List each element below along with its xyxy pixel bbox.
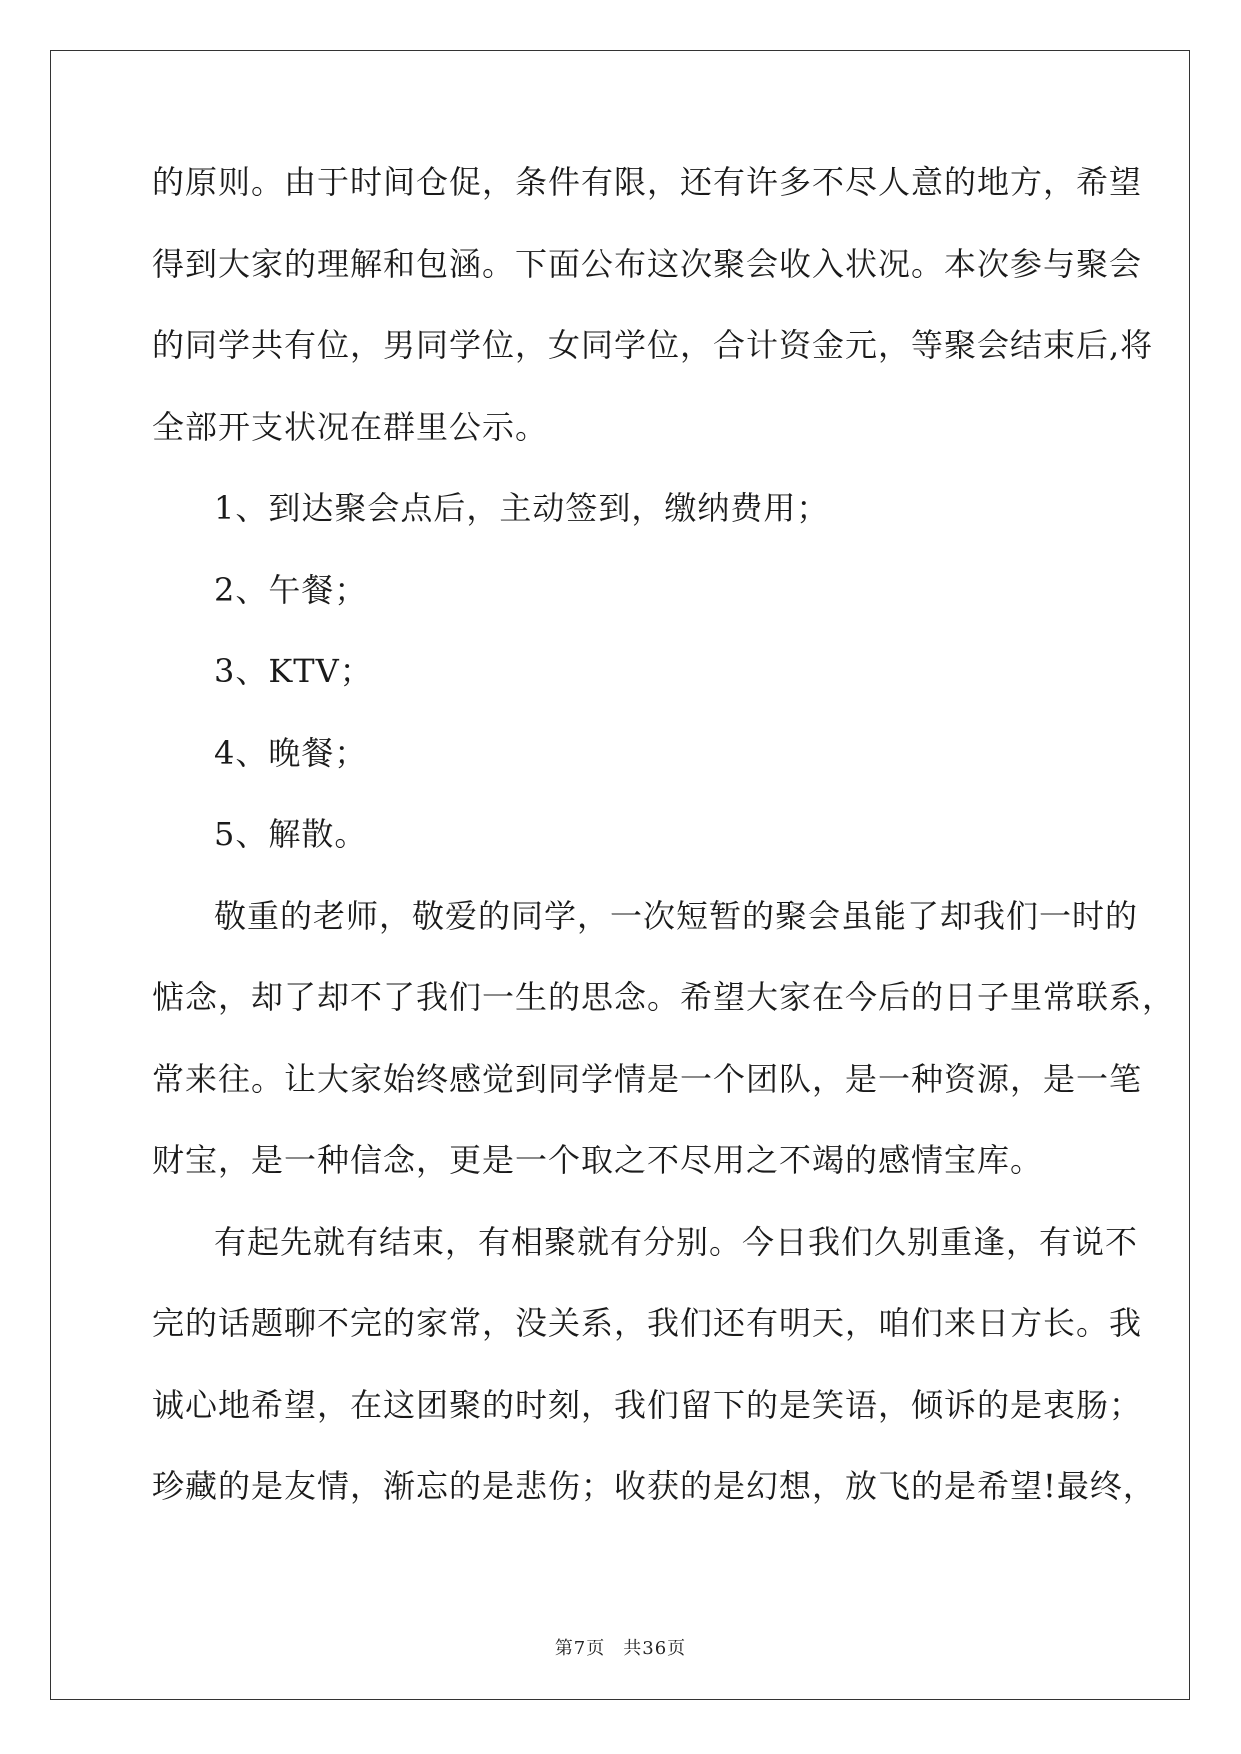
text-line: 诚心地希望，在这团聚的时刻，我们留下的是笑语，倾诉的是衷肠； — [152, 1385, 1143, 1424]
text-line: 常来往。让大家始终感觉到同学情是一个团队，是一种资源，是一笔 — [152, 1059, 1143, 1098]
text-line: 的同学共有位，男同学位，女同学位，合计资金元，等聚会结束后,将 — [152, 326, 1154, 364]
text-line: 财宝，是一种信念，更是一个取之不尽用之不竭的感情宝库。 — [152, 1141, 1044, 1179]
paragraph-start-line: 有起先就有结束，有相聚就有分别。今日我们久别重逢，有说不 — [214, 1222, 1139, 1261]
paragraph-start-line: 敬重的老师，敬爱的同学，一次短暂的聚会虽能了却我们一时的 — [214, 896, 1139, 935]
list-item: 4、晚餐； — [214, 733, 368, 772]
list-item: 3、KTV； — [214, 652, 373, 690]
text-line: 珍藏的是友情，渐忘的是悲伤；收获的是幻想，放飞的是希望!最终， — [152, 1467, 1156, 1505]
list-item: 1、到达聚会点后，主动签到，缴纳费用； — [214, 489, 830, 527]
text-line: 得到大家的理解和包涵。下面公布这次聚会收入状况。本次参与聚会 — [152, 244, 1143, 283]
text-line: 的原则。由于时间仓促，条件有限，还有许多不尽人意的地方，希望 — [152, 163, 1143, 201]
page-total: 共36页 — [623, 1638, 687, 1659]
page-footer — [0, 1634, 1241, 1660]
text-line: 惦念，却了却不了我们一生的思念。希望大家在今后的日子里常联系， — [152, 978, 1176, 1016]
text-line: 全部开支状况在群里公示。 — [152, 407, 549, 446]
text-line: 完的话题聊不完的家常，没关系，我们还有明天，咱们来日方长。我 — [152, 1304, 1143, 1342]
document-body — [152, 163, 1176, 1552]
list-item: 2、午餐； — [214, 570, 368, 609]
list-item: 5、解散。 — [214, 815, 368, 853]
page-number: 第7页 — [554, 1638, 606, 1659]
